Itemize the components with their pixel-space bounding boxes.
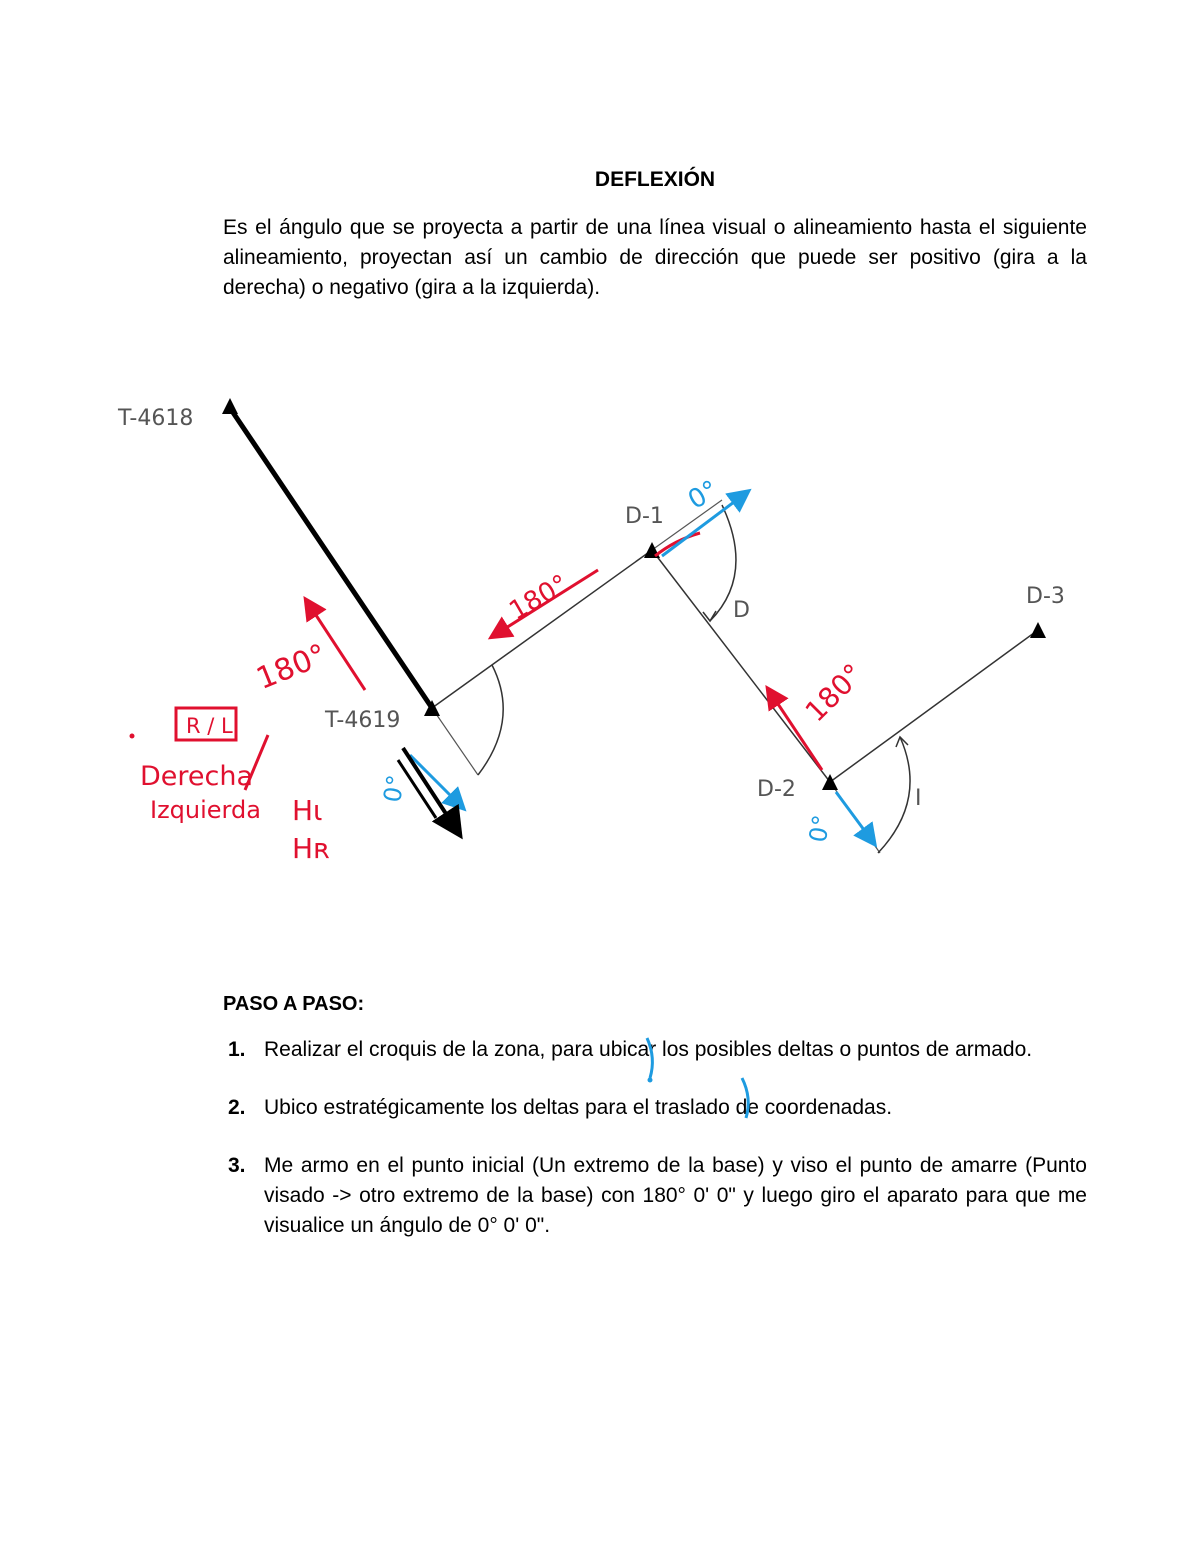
step-text: Me armo en el punto inicial (Un extremo de la base) y viso el punto de amarre (Punto visado -> otro extremo de la base) con 180° 0' 0" y luego giro el aparato para que me visualice un ángulo de 0° 0' 0". — [264, 1154, 1087, 1237]
intro-line-1: Es el ángulo que se proyecta a partir de una línea visual o alineamiento hasta el — [223, 216, 996, 239]
label-d1: D-1 — [625, 504, 664, 529]
red-180-mid: 180° — [504, 569, 574, 627]
blue-0-d1: 0° — [683, 474, 724, 516]
steps-title: PASO A PASO: — [223, 993, 365, 1015]
blue-handwritten-marks — [0, 1020, 1200, 1130]
station-t4618-icon — [222, 398, 238, 414]
angle-arc-d2 — [878, 737, 910, 853]
deflection-diagram — [0, 370, 1200, 890]
intro-line-3: positivo (gira a la derecha) o negativo (gira a la izquierda). — [223, 246, 1087, 299]
page-title: DEFLEXIÓN — [594, 168, 716, 191]
label-t4619: T-4619 — [325, 708, 401, 733]
label-d2: D-2 — [757, 777, 796, 802]
intro-line-2: siguiente alineamiento, proyectan así un cambio de dirección que puede ser — [223, 216, 1087, 269]
red-180-left: 180° — [251, 637, 332, 697]
hr-text: Hʀ — [292, 832, 330, 865]
angle-label-d: D — [733, 598, 750, 623]
line-t4619-d1 — [432, 550, 652, 708]
angle-arc-t4619 — [478, 665, 503, 775]
line-d1-d2 — [652, 550, 830, 782]
blue-0-t4619: 0° — [378, 772, 411, 805]
extension-t4619 — [432, 708, 478, 775]
rl-box-text: R / L — [186, 714, 233, 738]
station-d2-icon — [822, 774, 838, 790]
station-d3-icon — [1030, 622, 1046, 638]
line-d2-d3 — [830, 630, 1038, 782]
step-text: Ubico estratégicamente los deltas para el traslado de coordenadas. — [264, 1096, 893, 1119]
step-number: 2. — [228, 1096, 246, 1119]
izquierda-text: Izquierda — [150, 796, 261, 824]
label-t4618: T-4618 — [118, 406, 194, 431]
step-number: 1. — [228, 1038, 246, 1061]
angle-label-i: I — [915, 786, 922, 811]
step-text: Realizar el croquis de la zona, para ubicar los posibles deltas o puntos de armado. — [264, 1038, 1033, 1061]
step-item-3 — [223, 1151, 1087, 1241]
derecha-text: Derecha — [140, 761, 254, 792]
blue-0-d2: 0° — [803, 812, 837, 845]
red-180-right: 180° — [798, 657, 870, 729]
intro-paragraph — [223, 213, 1087, 303]
hl-text: Hι — [292, 794, 323, 827]
label-d3: D-3 — [1026, 584, 1065, 609]
step-number: 3. — [228, 1154, 246, 1177]
